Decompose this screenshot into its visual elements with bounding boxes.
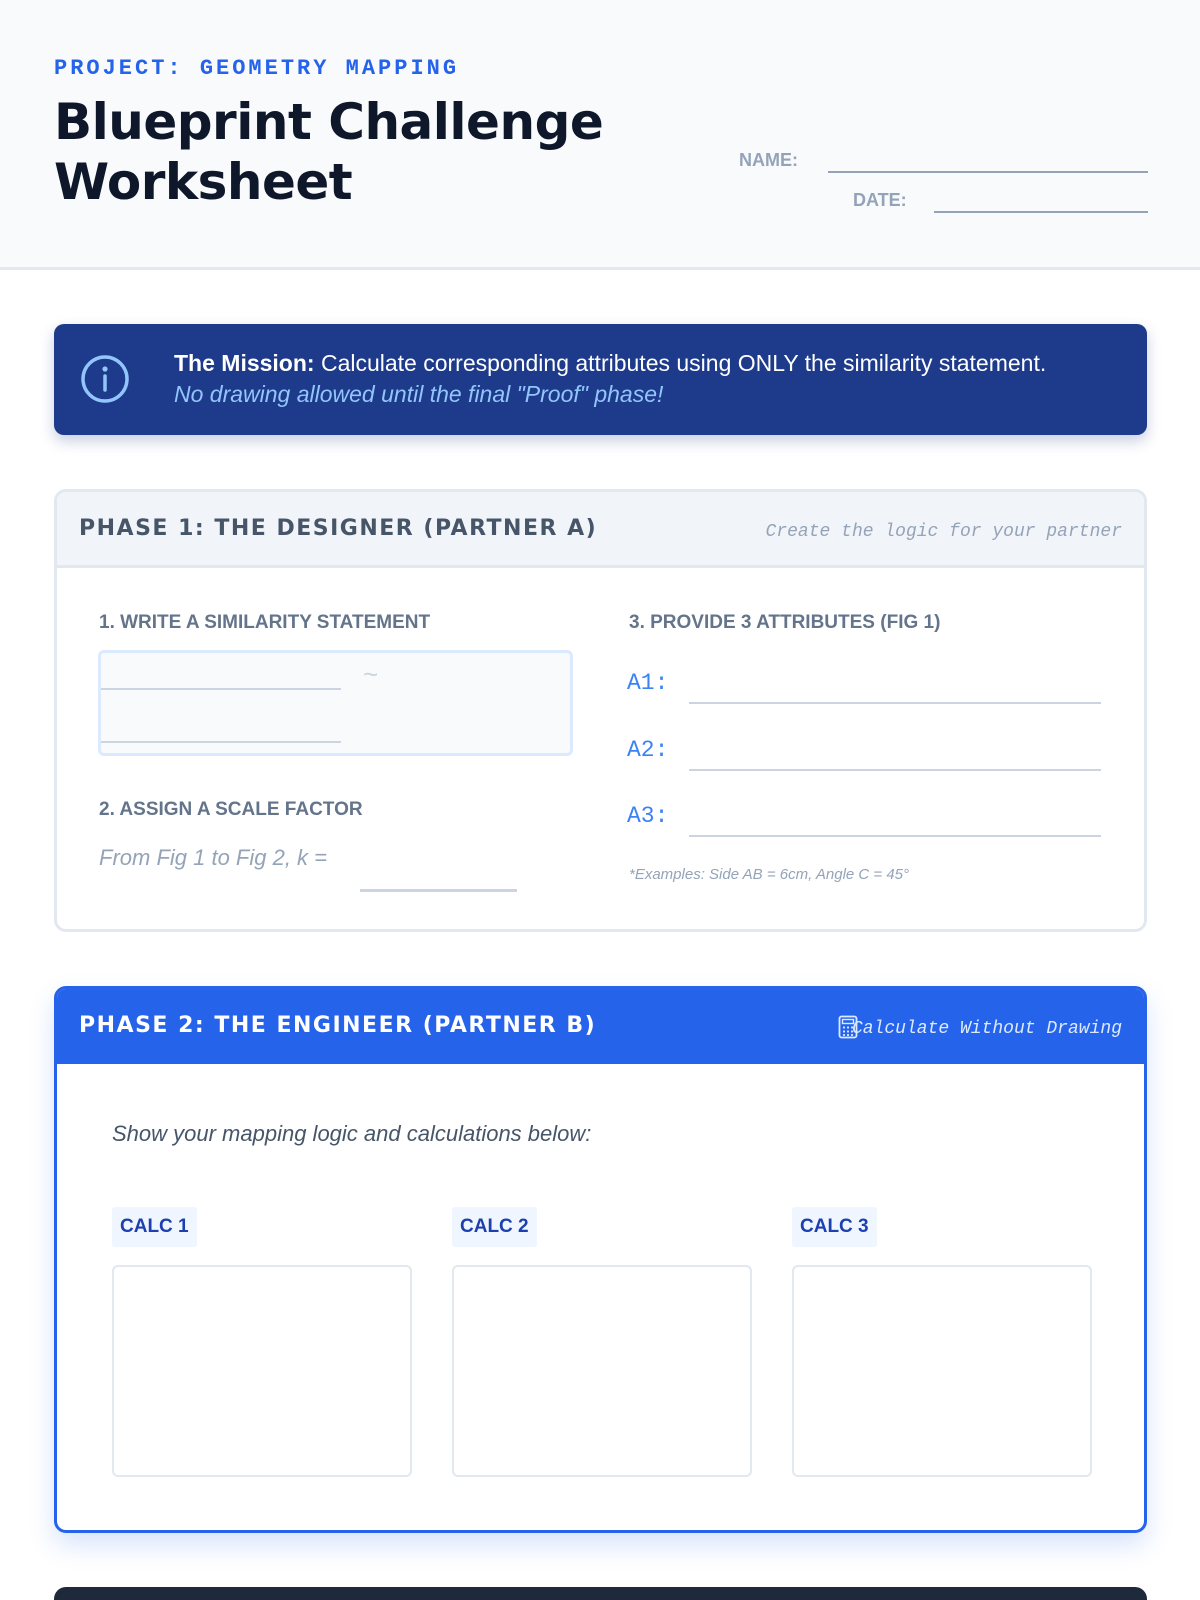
statement-line-2[interactable]	[101, 741, 341, 743]
phase-1-title: PHASE 1: THE DESIGNER (PARTNER A)	[79, 516, 598, 541]
calc-3-label: CALC 3	[792, 1207, 877, 1247]
attribute-2-field[interactable]	[689, 769, 1101, 771]
phase-2-header	[57, 989, 1144, 1064]
mission-lead: The Mission:	[174, 350, 315, 376]
similar-symbol: ~	[363, 659, 379, 689]
similarity-statement-box[interactable]	[98, 650, 573, 756]
calc-2-label: CALC 2	[452, 1207, 537, 1247]
date-field[interactable]	[934, 211, 1148, 213]
statement-line-1[interactable]	[101, 688, 341, 690]
project-label: PROJECT: GEOMETRY MAPPING	[54, 56, 460, 81]
mission-banner	[54, 324, 1147, 435]
page-title	[54, 92, 654, 212]
name-label: NAME:	[739, 150, 798, 170]
scale-factor-field[interactable]	[360, 889, 517, 892]
attribute-1-field[interactable]	[689, 702, 1101, 704]
mission-text	[174, 350, 1046, 377]
attribute-3-field[interactable]	[689, 835, 1101, 837]
worksheet-header	[0, 0, 1200, 270]
calc-1-label: CALC 1	[112, 1207, 197, 1247]
attribute-1-label: A1:	[627, 670, 669, 696]
step-3-label: 3. PROVIDE 3 ATTRIBUTES (FIG 1)	[629, 612, 941, 633]
examples-note: *Examples: Side AB = 6cm, Angle C = 45°	[629, 866, 910, 883]
next-phase-card-edge	[54, 1587, 1147, 1600]
phase-1-card	[54, 489, 1147, 932]
calculation-prompt: Show your mapping logic and calculations below:	[112, 1121, 592, 1146]
title-line-2: Worksheet	[54, 153, 353, 211]
mission-body: Calculate corresponding attributes using ONLY the similarity statement.	[314, 350, 1047, 376]
scale-factor-prompt: From Fig 1 to Fig 2, k =	[99, 845, 328, 870]
phase-2-subtitle: Calculate Without Drawing	[851, 1019, 1122, 1039]
calc-1-box[interactable]	[112, 1265, 412, 1477]
phase-1-subtitle: Create the logic for your partner	[765, 522, 1122, 542]
date-label: DATE:	[853, 190, 907, 210]
attribute-3-label: A3:	[627, 803, 669, 829]
info-icon	[80, 354, 130, 404]
attribute-2-label: A2:	[627, 737, 669, 763]
calc-3-box[interactable]	[792, 1265, 1092, 1477]
step-1-label: 1. WRITE A SIMILARITY STATEMENT	[99, 612, 431, 633]
step-2-label: 2. ASSIGN A SCALE FACTOR	[99, 799, 363, 820]
phase-1-header	[57, 492, 1144, 568]
name-field[interactable]	[828, 171, 1148, 173]
calc-2-box[interactable]	[452, 1265, 752, 1477]
phase-2-card	[54, 986, 1147, 1533]
phase-2-title: PHASE 2: THE ENGINEER (PARTNER B)	[79, 1013, 597, 1038]
mission-note: No drawing allowed until the final "Proof" phase!	[174, 381, 664, 407]
title-line-1: Blueprint Challenge	[54, 93, 604, 151]
